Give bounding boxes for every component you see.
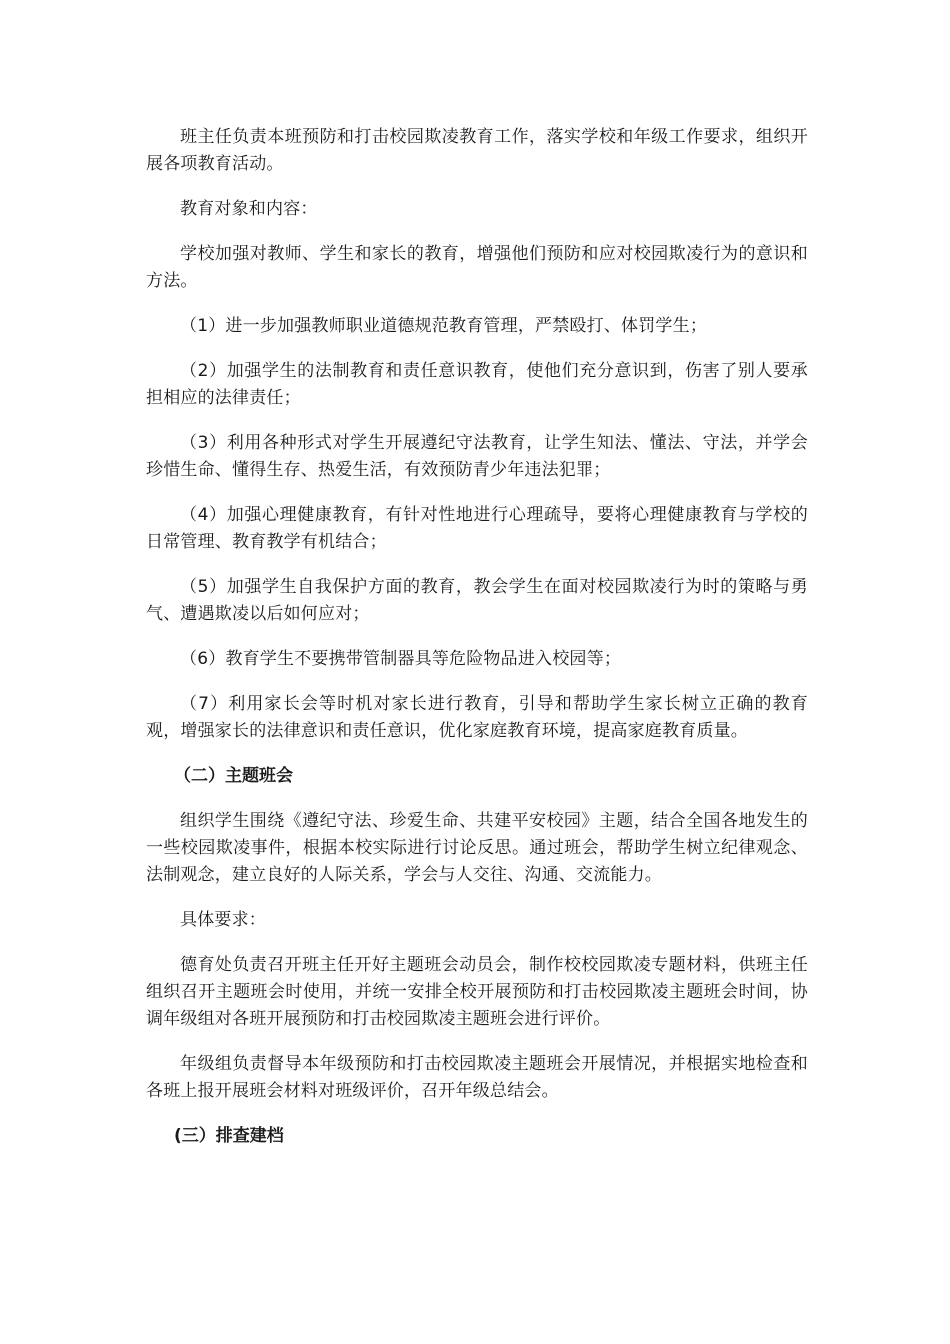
paragraph-school-education: 学校加强对教师、学生和家长的教育，增强他们预防和应对校园欺凌行为的意识和方法。 xyxy=(146,244,808,291)
list-item-1: （1）进一步加强教师职业道德规范教育管理，严禁殴打、体罚学生； xyxy=(180,316,708,336)
list-item-2: （2）加强学生的法制教育和责任意识教育，使他们充分意识到，伤害了别人要承担相应的法律责任； xyxy=(146,361,808,408)
paragraph-grade-group-duty: 年级组负责督导本年级预防和打击校园欺凌主题班会开展情况，并根据实地检查和各班上报开展班会材料对班级评价，召开年级总结会。 xyxy=(146,1054,808,1101)
paragraph-moral-office-duty: 德育处负责召开班主任开好主题班会动员会，制作校校园欺凌专题材料，供班主任组织召开主题班会时使用，并统一安排全校开展预防和打击校园欺凌主题班会时间，协调年级组对各班开展预防和打击校园欺凌主题班会进行评价。 xyxy=(146,955,808,1029)
paragraph-education-targets-label: 教育对象和内容： xyxy=(180,199,318,219)
list-item-5: （5）加强学生自我保护方面的教育，教会学生在面对校园欺凌行为时的策略与勇气、遭遇欺凌以后如何应对； xyxy=(146,577,808,624)
list-item-7: （7）利用家长会等时机对家长进行教育，引导和帮助学生家长树立正确的教育观，增强家长的法律意识和责任意识，优化家庭教育环境，提高家庭教育质量。 xyxy=(146,694,808,741)
section-heading-investigation: (三）排查建档 xyxy=(174,1126,284,1146)
list-item-6: （6）教育学生不要携带管制器具等危险物品进入校园等； xyxy=(180,649,622,669)
list-item-4: （4）加强心理健康教育，有针对性地进行心理疏导，要将心理健康教育与学校的日常管理、教育教学有机结合； xyxy=(146,505,808,552)
list-item-3: （3）利用各种形式对学生开展遵纪守法教育，让学生知法、懂法、守法，并学会珍惜生命、懂得生存、热爱生活，有效预防青少年违法犯罪； xyxy=(146,433,808,480)
paragraph-requirements-label: 具体要求： xyxy=(180,910,266,930)
document-body xyxy=(146,124,808,1168)
paragraph-head-teacher-duty: 班主任负责本班预防和打击校园欺凌教育工作，落实学校和年级工作要求，组织开展各项教育活动。 xyxy=(146,127,808,174)
section-heading-theme-meeting: （二）主题班会 xyxy=(174,766,293,786)
paragraph-theme-meeting: 组织学生围绕《遵纪守法、珍爱生命、共建平安校园》主题，结合全国各地发生的一些校园欺凌事件，根据本校实际进行讨论反思。通过班会，帮助学生树立纪律观念、法制观念，建立良好的人际关系，学会与人交往、沟通、交流能力。 xyxy=(146,811,808,885)
